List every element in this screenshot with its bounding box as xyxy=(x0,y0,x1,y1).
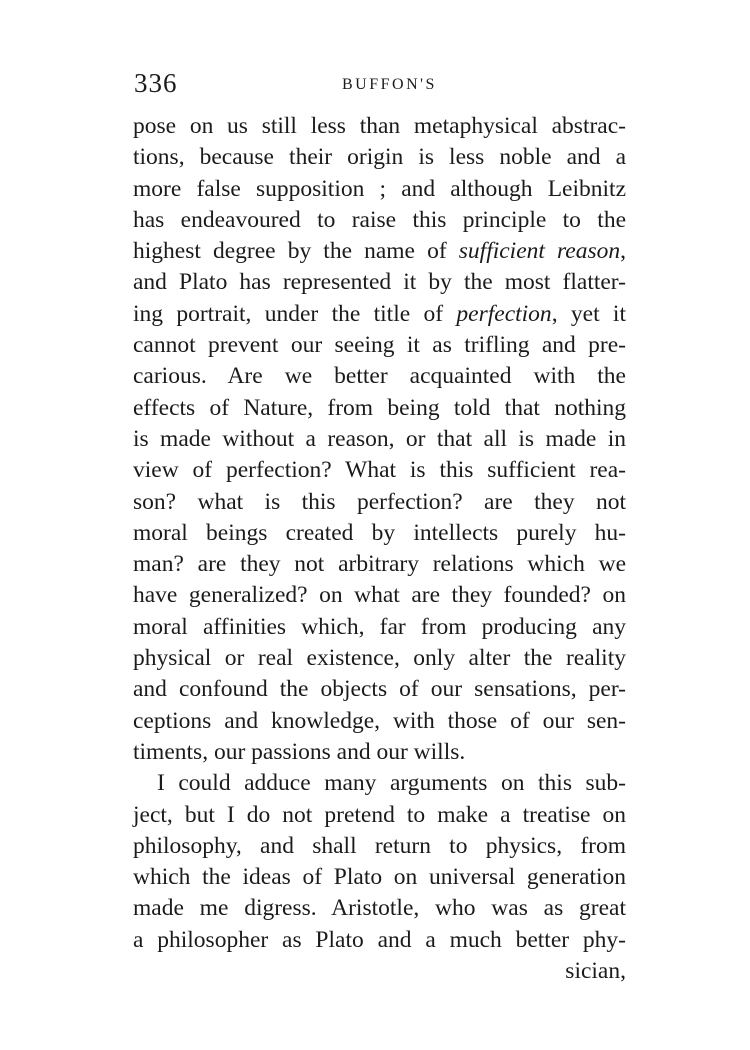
text-line: son? what is this perfection? are they not xyxy=(133,488,626,515)
text-line: ceptions and knowledge, with those of our sen- xyxy=(133,707,626,734)
text-line: ject, but I do not pretend to make a treatise on xyxy=(133,801,626,828)
italic-term: perfection xyxy=(456,300,552,327)
text-line: moral beings created by intellects purely hu- xyxy=(133,519,626,546)
text-line: view of perfection? What is this sufficient rea- xyxy=(133,457,626,484)
text-line: pose on us still less than metaphysical abstrac- xyxy=(133,113,626,139)
italic-term: sufficient reason xyxy=(458,238,621,265)
text-line: timents, our passions and our wills. xyxy=(133,738,466,765)
text-line: moral affinities which, far from producing any xyxy=(133,613,626,640)
text-line: is made without a reason, or that all is made in xyxy=(133,425,626,452)
text-line: has endeavoured to raise this principle to the xyxy=(133,206,626,233)
text-line: ing portrait, under the title of perfection, yet it xyxy=(133,300,626,327)
text-line: which the ideas of Plato on universal generation xyxy=(133,864,626,891)
text-line: man? are they not arbitrary relations which we xyxy=(133,551,626,578)
text-line: I could adduce many arguments on this sub- xyxy=(157,770,626,797)
text-line: effects of Nature, from being told that nothing xyxy=(133,394,626,421)
text-line: and confound the objects of our sensations, per- xyxy=(133,676,626,703)
catchword-line: sician, xyxy=(565,958,626,985)
text-line: philosophy, and shall return to physics, from xyxy=(133,832,626,859)
text-line: have generalized? on what are they founded? on xyxy=(133,582,626,609)
text-line: carious. Are we better acquainted with the xyxy=(133,363,626,390)
text-line: made me digress. Aristotle, who was as great xyxy=(133,895,626,922)
text-line: cannot prevent our seeing it as trifling and pre- xyxy=(133,332,626,359)
page-number: 336 xyxy=(134,68,178,98)
text-line: physical or real existence, only alter the reality xyxy=(133,645,626,672)
body-text xyxy=(133,111,626,987)
page-header xyxy=(132,66,628,106)
text-line: tions, because their origin is less noble and a xyxy=(133,144,626,171)
text-line: more false supposition ; and although Leibnitz xyxy=(133,175,626,202)
text-line: highest degree by the name of sufficient reason, xyxy=(133,238,626,265)
text-line: a philosopher as Plato and a much better phy- xyxy=(133,926,626,953)
running-head: BUFFON'S xyxy=(342,76,437,93)
text-line: and Plato has represented it by the most flatter- xyxy=(133,269,626,296)
